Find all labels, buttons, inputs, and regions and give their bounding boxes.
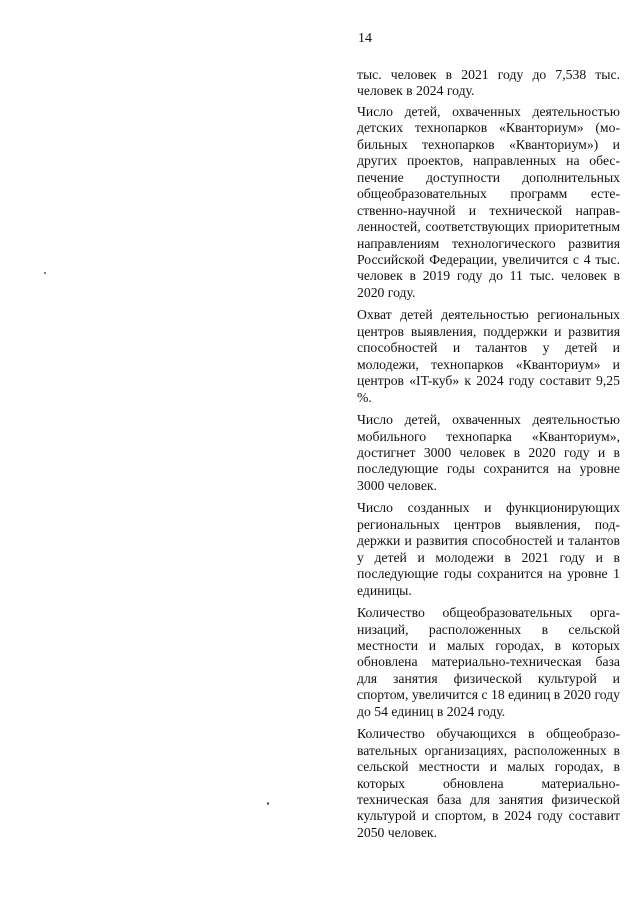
paragraph: Число детей, охваченных деятельностью мобильного технопарка «Кванториум», достигнет 3000 человек в 2020 году и в последующие годы сохранится на уровне 3000 человек. [357,412,620,493]
paragraph: Охват детей деятельностью региональных центров выявления, поддержки и развития способностей и талантов у детей и молодежи, технопарков «Кванториум» и центров «IT-куб» к 2024 году составит 9,25 %. [357,307,620,405]
paragraph: Число созданных и функционирующих региональных центров выявления, поддержки и развития способностей и талантов у детей и молодежи в 2021 году и в последующие годы сохранится на уровне 1 единицы. [357,500,620,598]
page-number: 14 [358,31,372,46]
scan-speck [267,802,269,805]
text-column [357,67,620,847]
paragraph: Число детей, охваченных деятельностью детских технопарков «Кванториум» (мобильных технопарков «Кванториум») и других проектов, направленных на обеспечение доступности дополнительных общеобразовательных программ естественно-научной и технической направленностей, соответствующих приоритетным направлениям технологического развития Российской Федерации, увеличится с 4 тыс. человек в 2019 году до 11 тыс. человек в 2020 году. [357,103,620,300]
paragraph: тыс. человек в 2021 году до 7,538 тыс. человек в 2024 году. [357,67,620,99]
scan-speck [44,272,46,274]
paragraph: Количество обучающихся в общеобразовательных организациях, расположенных в сельской местности и малых городах, в которых обновлена материально-техническая база для занятия физической культурой и спортом, в 2024 году составит 2050 человек. [357,726,620,840]
paragraph: Количество общеобразовательных организаций, расположенных в сельской местности и малых городах, в которых обновлена материально-техническая база для занятия физической культурой и спортом, увеличится с 18 единиц в 2020 году до 54 единиц в 2024 году. [357,605,620,719]
